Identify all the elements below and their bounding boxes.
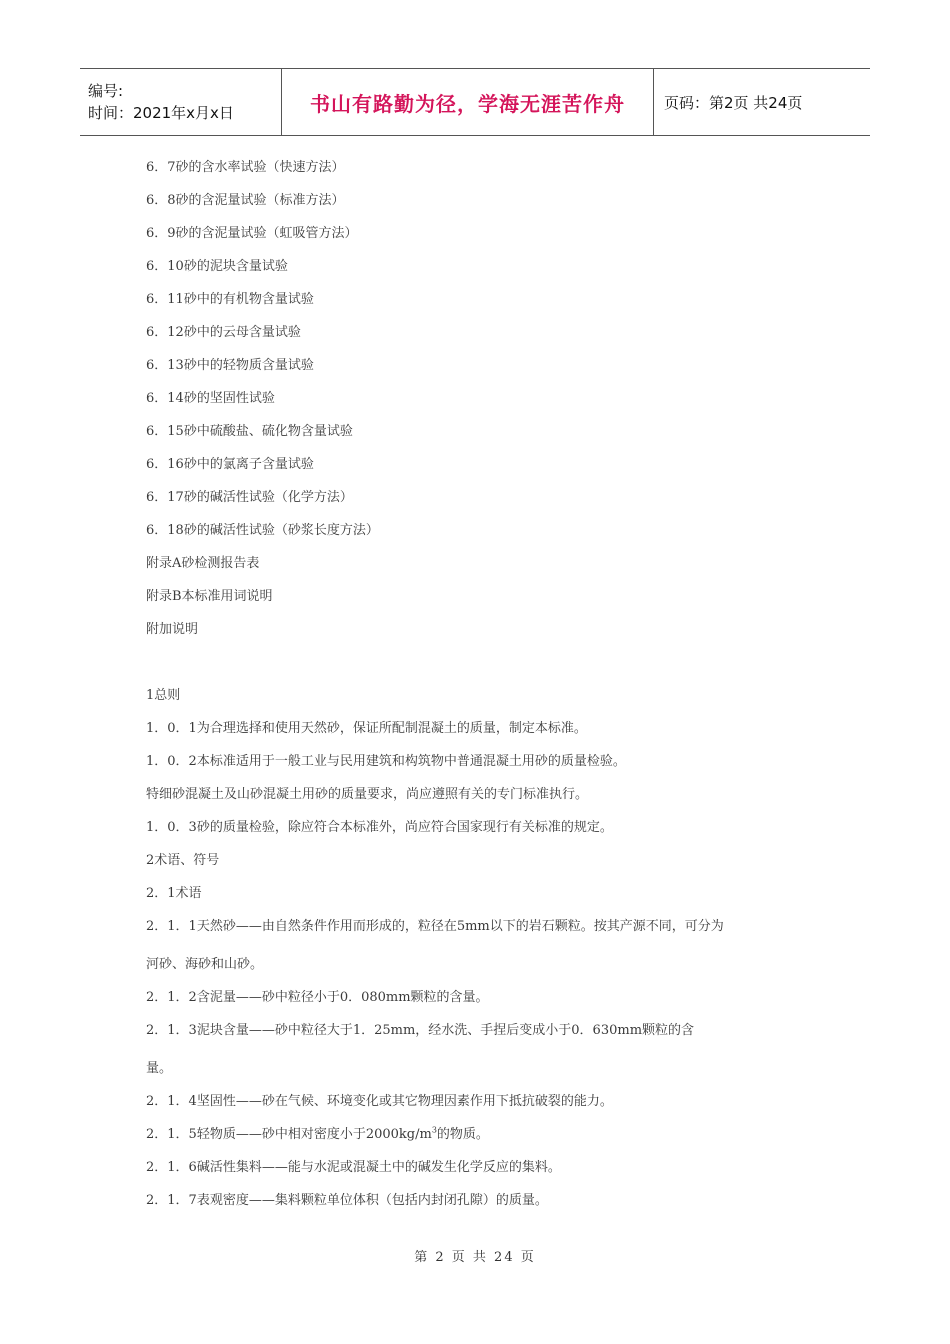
paragraph-2-1-3-continued: 量。 xyxy=(146,1061,173,1076)
toc-item: 6．16砂中的氯离子含量试验 xyxy=(146,457,314,472)
paragraph-2-1-1: 2．1．1天然砂——由自然条件作用而形成的，粒径在5mm以下的岩石颗粒。按其产源不同，可分为 xyxy=(146,919,724,934)
page-header xyxy=(80,68,870,136)
toc-item: 6．18砂的碱活性试验（砂浆长度方法） xyxy=(146,523,379,538)
toc-item: 6．9砂的含泥量试验（虹吸管方法） xyxy=(146,226,358,241)
paragraph-2-1-5-end: 的物质。 xyxy=(436,1127,489,1142)
header-motto-cell xyxy=(281,69,654,135)
paragraph-2-1-5-text: 2．1．5轻物质——砂中相对密度小于2000kg/m xyxy=(146,1127,432,1142)
date-text: 时间：2021年x月x日 xyxy=(88,104,234,122)
section-gap xyxy=(146,653,826,686)
page-info-text: 页码：第2页 共24页 xyxy=(664,93,803,112)
toc-item: 6．10砂的泥块含量试验 xyxy=(146,259,288,274)
motto-text: 书山有路勤为径，学海无涯苦作舟 xyxy=(310,91,625,116)
toc-item: 6．15砂中硫酸盐、硫化物含量试验 xyxy=(146,424,353,439)
header-page-info xyxy=(654,69,870,135)
paragraph-1-0-1: 1．0．1为合理选择和使用天然砂，保证所配制混凝土的质量，制定本标准。 xyxy=(146,721,587,736)
toc-item: 6．14砂的坚固性试验 xyxy=(146,391,275,406)
section-1-title: 1总则 xyxy=(146,688,181,703)
serial-label: 编号: xyxy=(88,82,124,100)
paragraph-2-1-6: 2．1．6碱活性集料——能与水泥或混凝土中的碱发生化学反应的集料。 xyxy=(146,1160,561,1175)
paragraph-2-1-7: 2．1．7表观密度——集料颗粒单位体积（包括内封闭孔隙）的质量。 xyxy=(146,1193,548,1208)
superscript-3: 3 xyxy=(431,1125,437,1135)
paragraph-2-1-1-continued: 河砂、海砂和山砂。 xyxy=(146,957,264,972)
document-body xyxy=(146,158,826,1224)
paragraph-2-1-5 xyxy=(146,1125,826,1158)
section-2-1-title: 2．1术语 xyxy=(146,886,202,901)
header-meta xyxy=(80,69,281,135)
paragraph-2-1-4: 2．1．4坚固性——砂在气候、环境变化或其它物理因素作用下抵抗破裂的能力。 xyxy=(146,1094,613,1109)
paragraph-2-1-3: 2．1．3泥块含量——砂中粒径大于1．25mm，经水洗、手捏后变成小于0．630mm颗粒的含 xyxy=(146,1023,695,1038)
paragraph-1-0-2: 1．0．2本标准适用于一般工业与民用建筑和构筑物中普通混凝土用砂的质量检验。 xyxy=(146,754,626,769)
toc-item: 附加说明 xyxy=(146,622,199,637)
paragraph-2-1-2: 2．1．2含泥量——砂中粒径小于0．080mm颗粒的含量。 xyxy=(146,990,489,1005)
toc-item: 6．13砂中的轻物质含量试验 xyxy=(146,358,314,373)
toc-item: 附录A砂检测报告表 xyxy=(146,556,260,571)
toc-item: 6．11砂中的有机物含量试验 xyxy=(146,292,314,307)
page-footer: 第 2 页 共 24 页 xyxy=(414,1250,536,1265)
toc-list xyxy=(146,158,826,653)
toc-item: 6．17砂的碱活性试验（化学方法） xyxy=(146,490,353,505)
toc-item: 6．12砂中的云母含量试验 xyxy=(146,325,301,340)
toc-item: 6．7砂的含水率试验（快速方法） xyxy=(146,160,345,175)
toc-item: 附录B本标准用词说明 xyxy=(146,589,273,604)
section-2-title: 2术语、符号 xyxy=(146,853,220,868)
paragraph-1-0-3: 1．0．3砂的质量检验，除应符合本标准外，尚应符合国家现行有关标准的规定。 xyxy=(146,820,613,835)
toc-item: 6．8砂的含泥量试验（标准方法） xyxy=(146,193,345,208)
paragraph-1-0-2-continued: 特细砂混凝土及山砂混凝土用砂的质量要求，尚应遵照有关的专门标准执行。 xyxy=(146,787,589,802)
